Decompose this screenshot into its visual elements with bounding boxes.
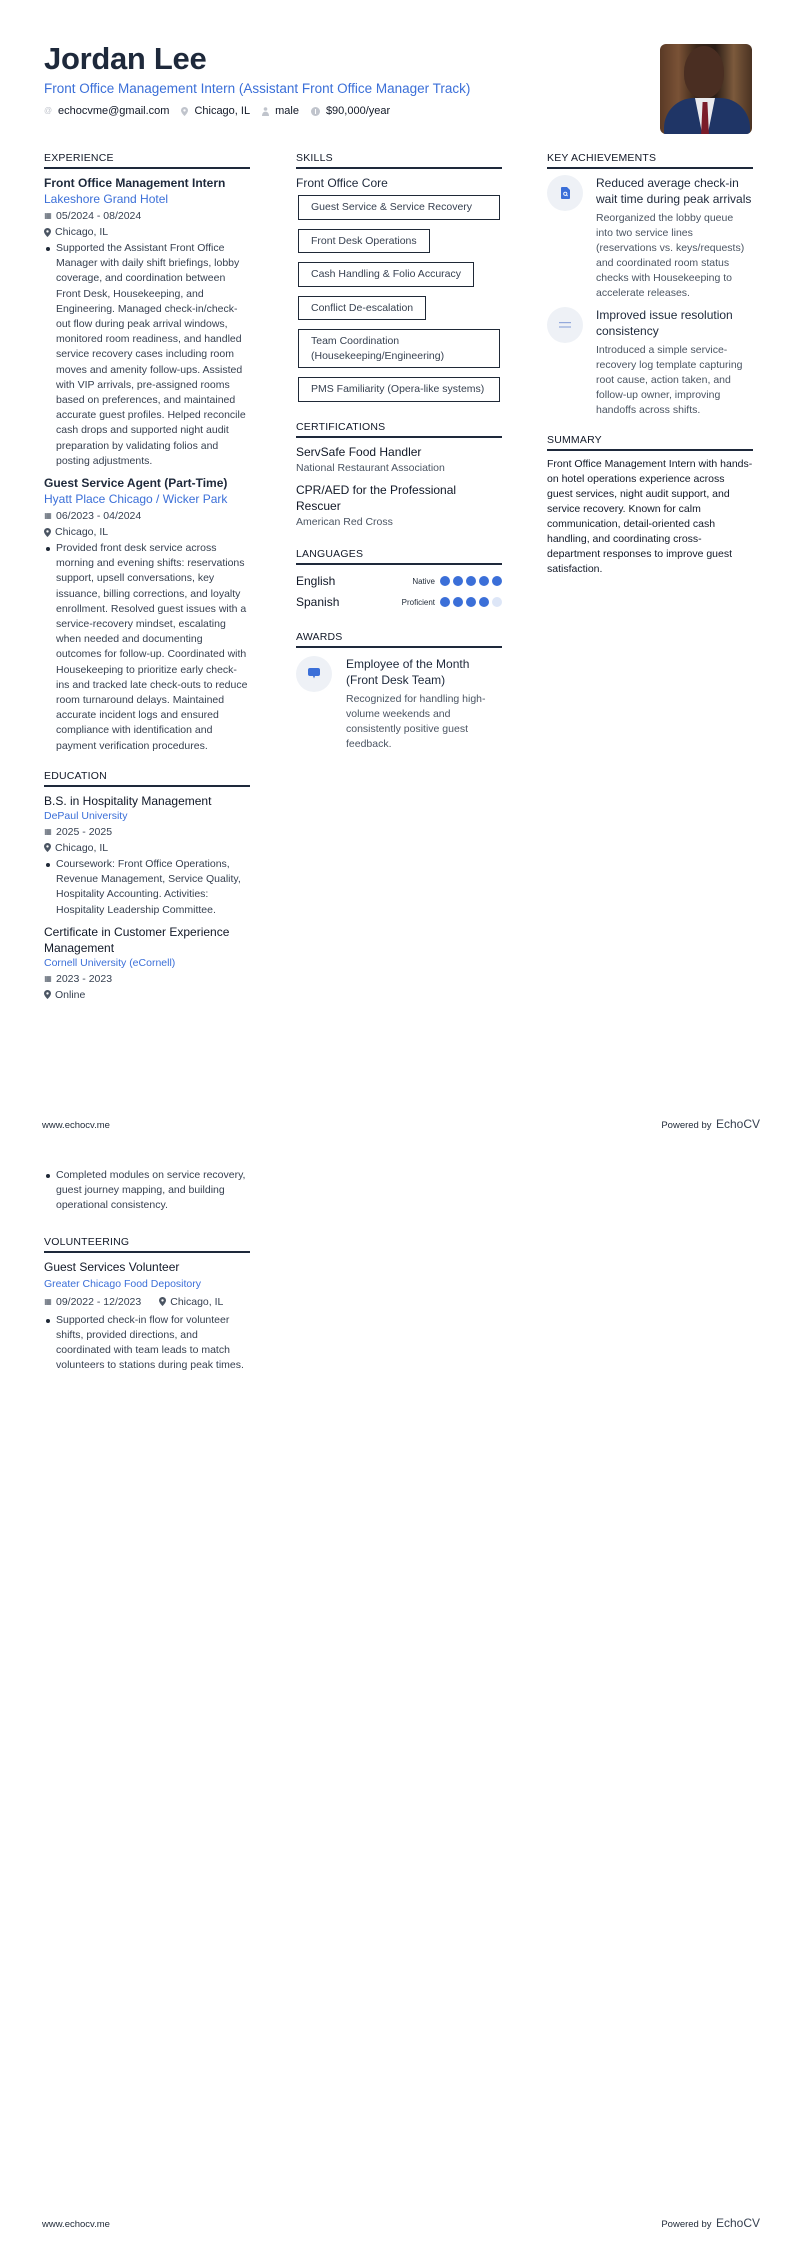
volunteer-role: Guest Services Volunteer (44, 1259, 180, 1274)
education-dates (44, 824, 250, 840)
education-dates (44, 971, 250, 987)
powered-by-label: Powered by (661, 2219, 712, 2230)
contact-gender (262, 105, 299, 117)
location-pin-icon (44, 843, 51, 852)
location-pin-icon (44, 528, 51, 537)
middle-column (296, 152, 502, 752)
certification-issuer: National Restaurant Association (296, 461, 445, 474)
job-dates (44, 208, 250, 224)
certification-name: ServSafe Food Handler (296, 444, 422, 459)
school-name[interactable]: Cornell University (eCornell) (44, 956, 176, 969)
location-pin-icon (159, 1297, 166, 1306)
bullet-item: Supported check-in flow for volunteer shifts, provided directions, and coordinated with team leads to match volunteers to stations during peak times. (44, 1313, 250, 1374)
volunteer-bullets (44, 1313, 250, 1374)
location-text: Chicago, IL (55, 526, 109, 539)
calendar-icon: ▦ (44, 1296, 52, 1306)
education-location (44, 840, 250, 856)
calendar-icon: ▦ (44, 973, 52, 983)
salary-coin-icon (311, 107, 320, 116)
dates-text: 2023 - 2023 (56, 972, 113, 985)
rating-dot-filled (479, 597, 489, 607)
award-description: Recognized for handling high-volume weekends and consistently positive guest feedback. (346, 692, 486, 750)
volunteer-location (159, 1294, 223, 1310)
achievement-icon-circle (547, 307, 583, 343)
brand-name[interactable]: EchoCV (715, 1117, 760, 1131)
volunteer-dates (44, 1294, 141, 1310)
location-text: Chicago, IL (55, 226, 109, 238)
education-bullets (44, 1168, 250, 1214)
language-name: English (296, 574, 336, 588)
contact-location (181, 105, 250, 117)
skill-group-title: Front Office Core (296, 176, 388, 190)
section-title-summary: SUMMARY (547, 434, 753, 451)
powered-by-label: Powered by (661, 1120, 712, 1131)
section-title-education: EDUCATION (44, 770, 250, 787)
document-search-icon (561, 187, 570, 199)
achievement-description: Introduced a simple service-recovery log template capturing root cause, action taken, and follow-up owner, improving handoffs across shifts. (596, 344, 743, 416)
resume-page-2 (0, 1123, 794, 2246)
skill-tag: Team Coordination (Housekeeping/Engineering) (298, 329, 500, 368)
rating-dot-filled (492, 576, 502, 586)
award-title: Employee of the Month (Front Desk Team) (346, 656, 470, 687)
experience-entry (44, 475, 250, 754)
achievement-icon-circle (547, 175, 583, 211)
location-text: Chicago, IL (170, 1295, 224, 1308)
language-level: Native (412, 576, 435, 586)
left-column-continued (44, 1167, 250, 1379)
volunteering-entry (44, 1259, 250, 1374)
right-column (547, 152, 753, 577)
degree-title: B.S. in Hospitality Management (44, 793, 212, 808)
location-pin-icon (44, 228, 51, 237)
skill-tag: Front Desk Operations (298, 229, 430, 254)
rating-dot-filled (453, 576, 463, 586)
degree-title: Certificate in Customer Experience Management (44, 924, 230, 955)
calendar-icon: ▦ (44, 826, 52, 836)
bullet-item: Provided front desk service across morning and evening shifts: reservations support, upsell conversations, key issuance, billing corrections, and loyalty enrollment. Resolved guest issues with a service-recovery mindset, escalating when needed and documenting outcomes for follow-up. Coordinated with Housekeeping to prioritize early check-ins and tracked late check-outs to reduce room turnaround delays. Maintained accurate incident logs and ensured compliance with identification and payment verification procedures. (44, 541, 250, 754)
footer-url[interactable]: www.echocv.me (42, 2219, 110, 2230)
education-bullets (44, 857, 250, 918)
dates-text: 09/2022 - 12/2023 (56, 1295, 142, 1308)
job-bullets (44, 541, 250, 754)
certification-entry (296, 482, 502, 530)
location-text: Chicago, IL (194, 105, 251, 117)
page-footer (42, 2214, 760, 2232)
language-row (296, 571, 502, 592)
section-title-skills: SKILLS (296, 152, 502, 169)
candidate-name: Jordan Lee (44, 41, 207, 76)
footer-url[interactable]: www.echocv.me (42, 1120, 110, 1131)
company-name[interactable]: Hyatt Place Chicago / Wicker Park (44, 492, 228, 507)
experience-entry (44, 175, 250, 469)
dates-text: 2025 - 2025 (56, 825, 113, 838)
rating-dot-filled (440, 597, 450, 607)
achievement-title: Reduced average check-in wait time during peak arrivals (596, 176, 752, 206)
certification-issuer: American Red Cross (296, 515, 393, 528)
job-dates (44, 508, 250, 524)
equals-icon (559, 322, 571, 328)
salary-text: $90,000/year (325, 105, 391, 117)
skill-tag: Guest Service & Service Recovery (298, 195, 500, 220)
summary-text: Front Office Management Intern with hands-on hotel operations experience across guest services, night audit support, and service recovery. Known for calm communication, detail-oriented cash handling, and coordinating cross-department responses to improve guest satisfaction. (547, 458, 753, 575)
certification-name: CPR/AED for the Professional Rescuer (296, 482, 457, 513)
rating-dot-filled (479, 576, 489, 586)
school-name[interactable]: DePaul University (44, 809, 128, 822)
language-row (296, 592, 502, 613)
section-title-achievements: KEY ACHIEVEMENTS (547, 152, 753, 169)
bullet-item: Supported the Assistant Front Office Manager with daily shift briefings, lobby coverage, and coordination between Front Desk, Housekeeping, and Engineering. Managed check-in/check-out flow during peak arrival windows, monitored room readiness, and handled service recovery cases including room moves and amenity follow-ups. Assisted with VIP arrivals, pre-assigned rooms based on preferences, and maintained accurate guest profiles. Helped reconcile cash drops and supported night audit preparation by validating folios and posting adjustments. (44, 241, 250, 469)
brand-name[interactable]: EchoCV (715, 2216, 760, 2230)
rating-dot-filled (466, 576, 476, 586)
calendar-icon: ▦ (44, 511, 52, 521)
calendar-icon: ▦ (44, 211, 52, 220)
skill-tag: PMS Familiarity (Opera-like systems) (298, 377, 500, 402)
award-icon-circle (296, 656, 332, 692)
rating-dot-filled (466, 597, 476, 607)
achievement-description: Reorganized the lobby queue into two service lines (reservations vs. keys/requests) and coordinated room status checks with Housekeeping to accelerate releases. (596, 212, 745, 299)
location-pin-icon (44, 990, 51, 999)
section-title-awards: AWARDS (296, 631, 502, 648)
location-text: Online (55, 988, 86, 1001)
education-location (44, 987, 250, 1003)
achievement-entry (547, 175, 753, 301)
at-sign-icon: @ (44, 106, 53, 115)
rating-dot-filled (440, 576, 450, 586)
job-title: Front Office Management Intern (44, 176, 226, 190)
award-entry (296, 656, 502, 752)
person-icon (262, 107, 269, 116)
contact-salary (311, 105, 390, 117)
section-title-experience: EXPERIENCE (44, 152, 250, 169)
job-location (44, 524, 250, 540)
gender-text: male (275, 105, 299, 117)
contact-bar (44, 105, 664, 117)
section-title-certifications: CERTIFICATIONS (296, 421, 502, 438)
volunteer-org[interactable]: Greater Chicago Food Depository (44, 1277, 201, 1290)
job-bullets (44, 241, 250, 469)
language-rating (440, 597, 502, 607)
email-text: echocvme@gmail.com (58, 105, 170, 117)
chat-bubble-icon (308, 668, 320, 679)
language-rating (440, 576, 502, 586)
certification-entry (296, 444, 502, 476)
bullet-item: Completed modules on service recovery, guest journey mapping, and building operational consistency. (44, 1168, 250, 1214)
candidate-headline: Front Office Management Intern (Assistant Front Office Manager Track) (44, 81, 471, 96)
bullet-item: Coursework: Front Office Operations, Revenue Management, Service Quality, Hospitality Accounting. Activities: Hospitality Leadership Committee. (44, 857, 250, 918)
achievement-entry (547, 307, 753, 418)
dates-text: 06/2023 - 04/2024 (56, 510, 142, 523)
section-title-volunteering: VOLUNTEERING (44, 1236, 250, 1253)
company-name[interactable]: Lakeshore Grand Hotel (44, 192, 169, 206)
language-level: Proficient (401, 597, 435, 607)
resume-header (44, 40, 664, 117)
skill-tag: Conflict De-escalation (298, 296, 426, 321)
volunteer-meta (44, 1294, 250, 1310)
left-column (44, 152, 250, 1009)
education-entry (44, 793, 250, 918)
contact-email[interactable] (44, 105, 169, 117)
profile-photo (660, 44, 752, 134)
dates-text: 05/2024 - 08/2024 (56, 210, 142, 222)
education-entry (44, 924, 250, 1003)
section-title-languages: LANGUAGES (296, 548, 502, 565)
location-text: Chicago, IL (55, 841, 109, 854)
achievement-title: Improved issue resolution consistency (596, 308, 733, 338)
rating-dot-filled (453, 597, 463, 607)
rating-dot-empty (492, 597, 502, 607)
location-pin-icon (181, 107, 188, 116)
job-location (44, 224, 250, 240)
language-name: Spanish (296, 595, 340, 609)
job-title: Guest Service Agent (Part-Time) (44, 476, 228, 491)
skill-tag: Cash Handling & Folio Accuracy (298, 262, 474, 287)
skill-tags (296, 195, 502, 411)
